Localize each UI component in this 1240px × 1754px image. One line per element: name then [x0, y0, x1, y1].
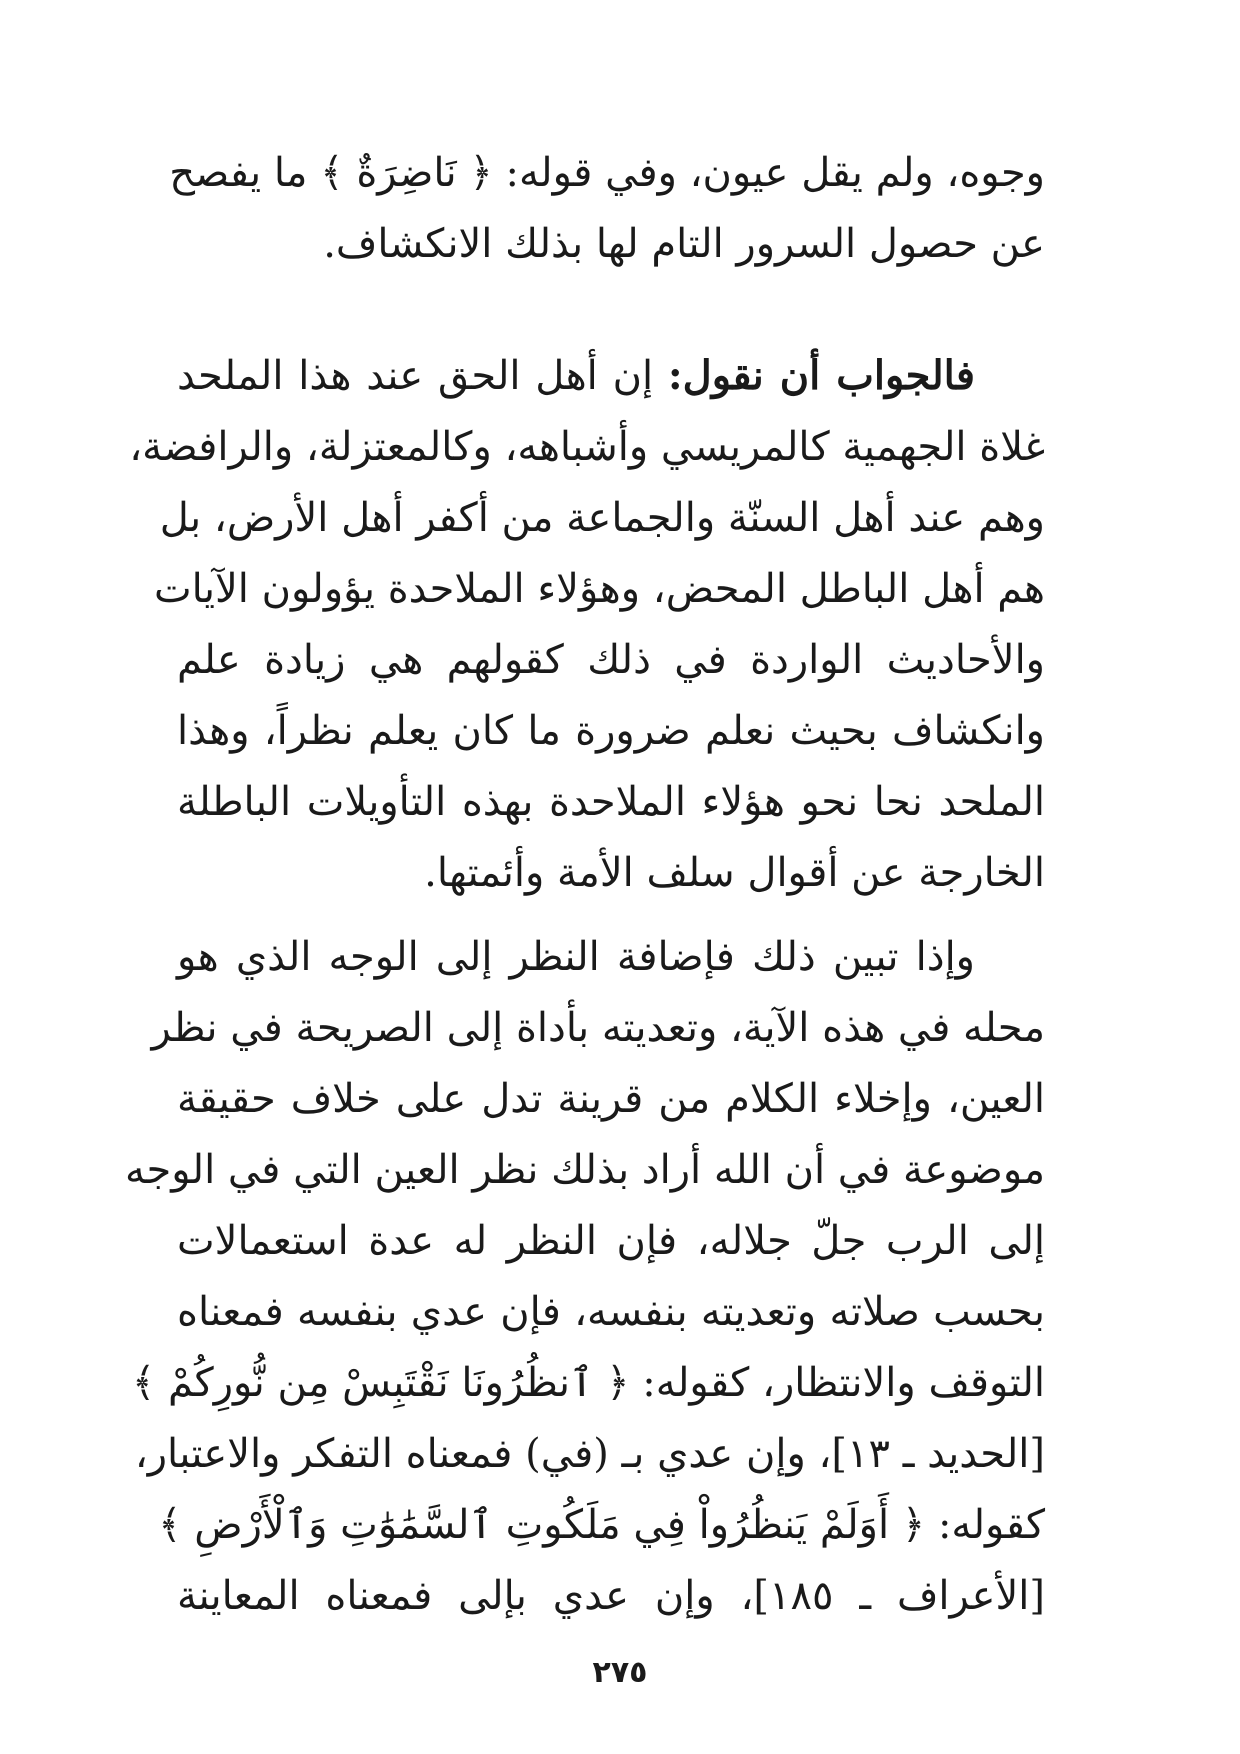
- citation-line: [الحديد ـ ١٣]، وإن عدي بـ (في) فمعناه التفكر والاعتبار،: [134, 1431, 1045, 1477]
- page-number: ٢٧٥: [592, 1655, 648, 1690]
- paragraph-1: [169, 138, 1045, 280]
- paragraph-line: محله في هذه الآية، وتعديته بأداة إلى الصريحة في نظر: [151, 1005, 1045, 1051]
- paragraph-line: عن حصول السرور التام لها بذلك الانكشاف.: [323, 221, 1045, 267]
- paragraph-line: إلى الرب جلّ جلاله، فإن النظر له عدة استعمالات: [177, 1218, 1045, 1264]
- paragraph-line: هم أهل الباطل المحض، وهؤلاء الملاحدة يؤولون الآيات: [154, 566, 1045, 612]
- paragraph-line: وانكشاف بحيث نعلم ضرورة ما كان يعلم نظراً، وهذا: [177, 708, 1045, 754]
- paragraph-line: بحسب صلاته وتعديته بنفسه، فإن عدي بنفسه فمعناه: [177, 1289, 1045, 1335]
- paragraph-first-line: وإذا تبين ذلك فإضافة النظر إلى الوجه الذي هو: [177, 934, 975, 980]
- paragraph-2: [129, 340, 1045, 909]
- paragraph-line: غلاة الجهمية كالمريسي وأشباهه، وكالمعتزلة، والرافضة،: [129, 424, 1045, 470]
- citation-line: [الأعراف ـ ١٨٥]، وإن عدي بإلى فمعناه المعاينة: [177, 1573, 1045, 1619]
- quran-quote-line: كقوله: ﴿ أَوَلَمْ يَنظُرُواْ فِي مَلَكُوتِ ٱلسَّمَٰوَٰتِ وَٱلْأَرْضِ ﴾: [158, 1502, 1045, 1548]
- answer-lead: فالجواب أن نقول:: [667, 352, 975, 399]
- paragraph-line: العين، وإخلاء الكلام من قرينة تدل على خلاف حقيقة: [177, 1076, 1045, 1122]
- paragraph-line: موضوعة في أن الله أراد بذلك نظر العين التي في الوجه: [125, 1147, 1045, 1193]
- paragraph-first-line: [177, 340, 1045, 412]
- paragraph-line: وجوه، ولم يقل عيون، وفي قوله: ﴿ نَاضِرَةٌ ﴾ ما يفصح: [169, 150, 1045, 196]
- paragraph-line: الملحد نحا نحو هؤلاء الملاحدة بهذه التأويلات الباطلة: [177, 779, 1045, 825]
- paragraph-line: وهم عند أهل السنّة والجماعة من أكفر أهل الأرض، بل: [159, 495, 1045, 541]
- paragraph-line: الخارجة عن أقوال سلف الأمة وأئمتها.: [424, 850, 1045, 896]
- paragraph-line-rest: إن أهل الحق عند هذا الملحد: [177, 353, 668, 399]
- quran-quote-line: التوقف والانتظار، كقوله: ﴿ ٱنظُرُونَا نَقْتَبِسْ مِن نُّورِكُمْ ﴾: [131, 1360, 1045, 1406]
- paragraph-3: [125, 922, 1045, 1632]
- paragraph-line: والأحاديث الواردة في ذلك كقولهم هي زيادة علم: [177, 637, 1045, 683]
